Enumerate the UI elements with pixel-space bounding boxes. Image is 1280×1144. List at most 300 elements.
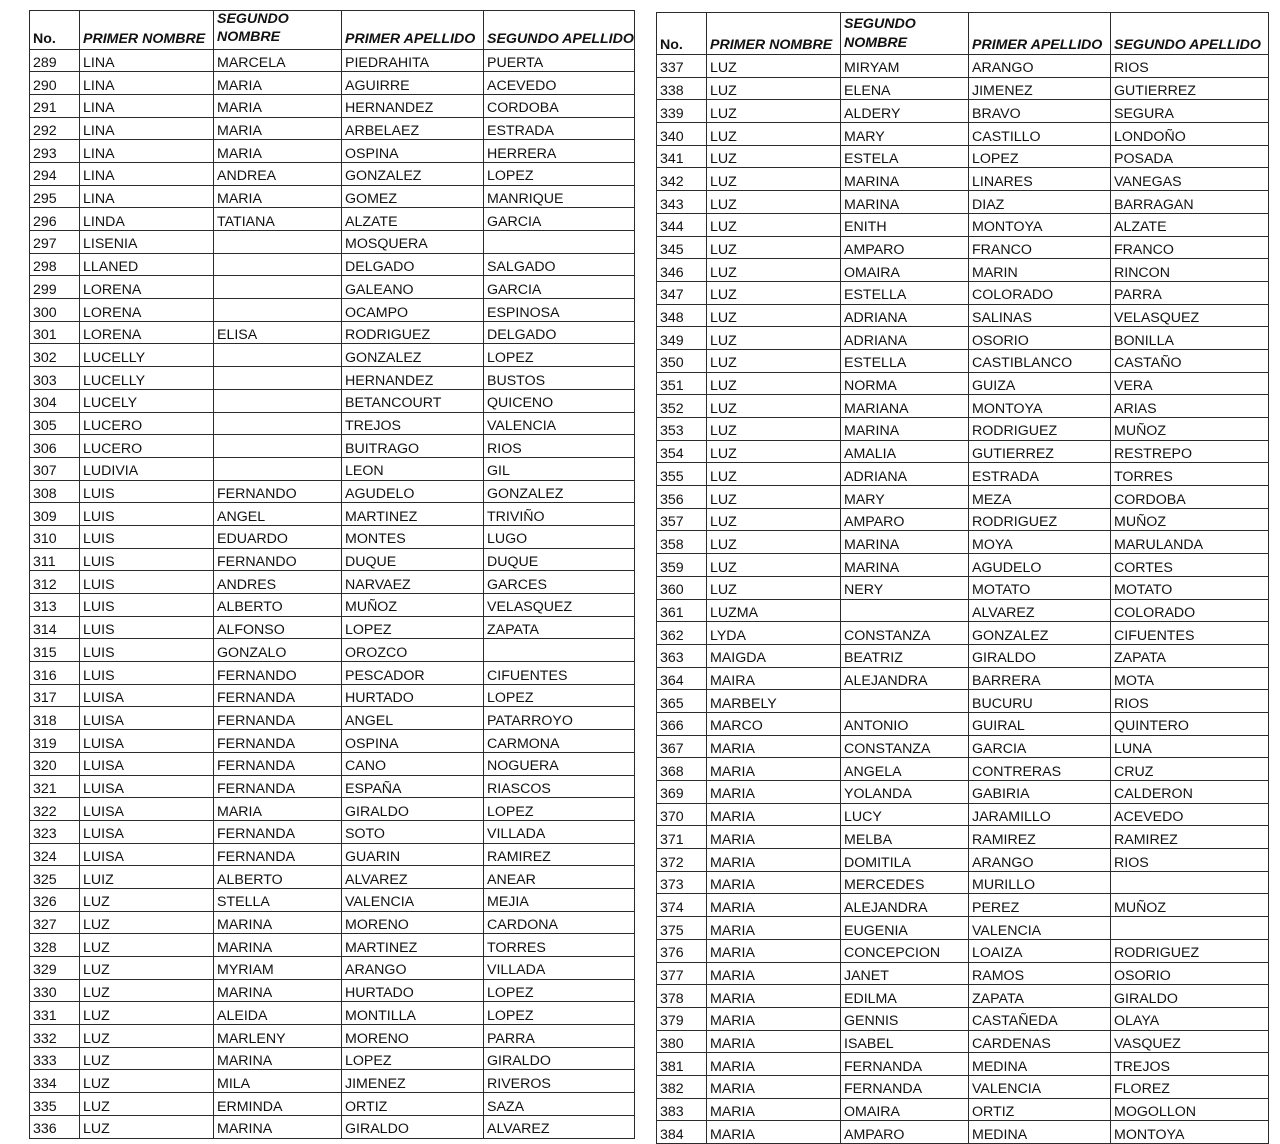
cell-segundo-apellido: RIVEROS [484,1070,635,1093]
cell-segundo-apellido: CIFUENTES [1111,622,1269,645]
cell-primer-apellido: BARRERA [969,667,1111,690]
table-row [657,962,1269,985]
cell-no: 348 [657,304,707,327]
cell-segundo-apellido: PUERTA [484,49,635,72]
cell-primer-nombre: LUZ [707,236,841,259]
table-row [657,917,1269,940]
table-body [657,55,1269,1144]
cell-segundo-nombre: FERNANDO [214,662,342,685]
cell-primer-apellido: MEDINA [969,1121,1111,1144]
cell-primer-nombre: LISENIA [80,231,214,254]
cell-no: 374 [657,894,707,917]
cell-segundo-nombre: MELBA [841,826,969,849]
cell-segundo-nombre: JANET [841,962,969,985]
table-row [30,344,635,367]
cell-segundo-nombre: ALDERY [841,100,969,123]
cell-segundo-apellido: MEJIA [484,888,635,911]
cell-segundo-nombre: CONSTANZA [841,735,969,758]
cell-no: 311 [30,548,80,571]
cell-segundo-apellido: LUGO [484,525,635,548]
cell-segundo-apellido: CIFUENTES [484,662,635,685]
cell-primer-nombre: LUIS [80,571,214,594]
cell-primer-nombre: LINDA [80,208,214,231]
cell-segundo-apellido: ALZATE [1111,213,1269,236]
cell-segundo-apellido: MARULANDA [1111,531,1269,554]
cell-segundo-apellido: ALVAREZ [484,1115,635,1138]
table-row [30,94,635,117]
cell-no: 294 [30,162,80,185]
cell-segundo-apellido: ZAPATA [484,616,635,639]
cell-segundo-apellido [484,639,635,662]
table-row [30,253,635,276]
cell-segundo-apellido: TORRES [1111,463,1269,486]
cell-segundo-nombre: ADRIANA [841,463,969,486]
cell-no: 293 [30,140,80,163]
table-row [657,77,1269,100]
cell-segundo-nombre: ADRIANA [841,327,969,350]
cell-no: 333 [30,1047,80,1070]
cell-segundo-nombre [841,690,969,713]
cell-no: 377 [657,962,707,985]
cell-segundo-apellido: MANRIQUE [484,185,635,208]
cell-primer-apellido: SOTO [342,820,484,843]
table-row [657,191,1269,214]
cell-no: 369 [657,781,707,804]
table-row [657,281,1269,304]
cell-primer-nombre: LUZ [80,934,214,957]
cell-no: 341 [657,145,707,168]
table-row [657,1121,1269,1144]
header-no: No. [657,13,707,55]
cell-segundo-apellido: LOPEZ [484,798,635,821]
cell-segundo-apellido: CARMONA [484,730,635,753]
cell-primer-nombre: LINA [80,117,214,140]
cell-no: 383 [657,1098,707,1121]
cell-segundo-nombre: FERNANDA [214,775,342,798]
cell-primer-apellido: HERNANDEZ [342,367,484,390]
cell-primer-nombre: LUISA [80,775,214,798]
cell-primer-nombre: LYDA [707,622,841,645]
table-row [657,1030,1269,1053]
cell-no: 304 [30,389,80,412]
table-row [30,934,635,957]
cell-primer-nombre: LUZ [707,304,841,327]
cell-primer-nombre: LUZ [707,168,841,191]
cell-segundo-apellido: ANEAR [484,866,635,889]
cell-segundo-nombre: MARINA [214,911,342,934]
cell-primer-nombre: LINA [80,185,214,208]
cell-segundo-apellido: ESTRADA [484,117,635,140]
cell-segundo-nombre: GENNIS [841,1007,969,1030]
cell-no: 344 [657,213,707,236]
cell-segundo-apellido: SEGURA [1111,100,1269,123]
cell-primer-apellido: LOPEZ [969,145,1111,168]
cell-no: 346 [657,259,707,282]
cell-segundo-apellido: SALGADO [484,253,635,276]
cell-primer-apellido: MONTILLA [342,1002,484,1025]
cell-no: 329 [30,957,80,980]
table-row [30,707,635,730]
cell-primer-apellido: GUARIN [342,843,484,866]
cell-primer-apellido: NARVAEZ [342,571,484,594]
cell-no: 325 [30,866,80,889]
table-row [657,781,1269,804]
cell-primer-nombre: MARIA [707,849,841,872]
cell-primer-apellido: AGUDELO [342,480,484,503]
cell-no: 358 [657,531,707,554]
cell-no: 312 [30,571,80,594]
cell-primer-nombre: LUIS [80,480,214,503]
table-row [657,758,1269,781]
cell-no: 339 [657,100,707,123]
cell-primer-apellido: ARANGO [969,55,1111,78]
cell-primer-apellido: LINARES [969,168,1111,191]
cell-primer-apellido: ESTRADA [969,463,1111,486]
cell-primer-nombre: MARIA [707,985,841,1008]
cell-primer-apellido: OSPINA [342,140,484,163]
table-row [30,571,635,594]
cell-primer-nombre: LORENA [80,321,214,344]
cell-no: 289 [30,49,80,72]
table-row [657,100,1269,123]
cell-no: 309 [30,503,80,526]
cell-no: 319 [30,730,80,753]
cell-segundo-apellido: FRANCO [1111,236,1269,259]
table-row [657,55,1269,78]
cell-segundo-nombre: AMALIA [841,440,969,463]
cell-primer-apellido: BUCURU [969,690,1111,713]
cell-segundo-apellido: LOPEZ [484,162,635,185]
cell-no: 365 [657,690,707,713]
cell-no: 373 [657,871,707,894]
cell-no: 292 [30,117,80,140]
cell-primer-apellido: ANGEL [342,707,484,730]
cell-primer-apellido: GONZALEZ [969,622,1111,645]
cell-primer-nombre: LUZ [80,1047,214,1070]
cell-segundo-apellido: VILLADA [484,820,635,843]
cell-segundo-nombre: ALBERTO [214,866,342,889]
cell-segundo-nombre: ALEIDA [214,1002,342,1025]
cell-no: 332 [30,1025,80,1048]
cell-primer-apellido: CARDENAS [969,1030,1111,1053]
cell-segundo-apellido: TORRES [484,934,635,957]
cell-primer-nombre: LUISA [80,730,214,753]
table-row [30,185,635,208]
cell-segundo-nombre: FERNANDA [214,820,342,843]
cell-primer-nombre: LORENA [80,299,214,322]
table-row [657,871,1269,894]
cell-primer-nombre: MARIA [707,758,841,781]
table-row [30,1115,635,1138]
cell-no: 354 [657,440,707,463]
table-row [657,894,1269,917]
cell-segundo-apellido: ACEVEDO [1111,803,1269,826]
cell-primer-apellido: GUTIERREZ [969,440,1111,463]
cell-segundo-nombre: TATIANA [214,208,342,231]
cell-primer-nombre: LUISA [80,820,214,843]
cell-primer-nombre: LUZ [707,576,841,599]
cell-primer-nombre: LUZ [707,123,841,146]
cell-no: 328 [30,934,80,957]
cell-primer-nombre: MARIA [707,1098,841,1121]
table-row [30,1002,635,1025]
cell-primer-nombre: LUZ [80,1115,214,1138]
cell-segundo-nombre [214,276,342,299]
cell-primer-apellido: ALVAREZ [342,866,484,889]
cell-segundo-nombre: ANGELA [841,758,969,781]
cell-primer-apellido: GIRALDO [969,644,1111,667]
table-row [657,327,1269,350]
cell-primer-nombre: LINA [80,72,214,95]
cell-no: 335 [30,1093,80,1116]
cell-primer-nombre: LUIS [80,594,214,617]
cell-primer-apellido: MARTINEZ [342,503,484,526]
cell-primer-nombre: MARBELY [707,690,841,713]
cell-primer-apellido: MOYA [969,531,1111,554]
cell-primer-apellido: GUIZA [969,372,1111,395]
table-row [657,1007,1269,1030]
cell-segundo-apellido: RIOS [1111,690,1269,713]
cell-primer-apellido: ORTIZ [342,1093,484,1116]
cell-segundo-nombre: AMPARO [841,508,969,531]
cell-primer-apellido: ALVAREZ [969,599,1111,622]
cell-primer-apellido: ESPAÑA [342,775,484,798]
cell-primer-nombre: LUZ [707,55,841,78]
cell-no: 337 [657,55,707,78]
cell-primer-nombre: LUZ [707,372,841,395]
table-row [30,435,635,458]
cell-segundo-nombre: EDILMA [841,985,969,1008]
cell-segundo-apellido: CORTES [1111,554,1269,577]
table-row [657,145,1269,168]
cell-primer-apellido: OSORIO [969,327,1111,350]
cell-segundo-nombre: MARLENY [214,1025,342,1048]
cell-segundo-nombre: FERNANDA [214,684,342,707]
cell-segundo-nombre: MARIA [214,798,342,821]
cell-primer-apellido: LEON [342,457,484,480]
cell-primer-apellido: GIRALDO [342,1115,484,1138]
cell-no: 368 [657,758,707,781]
cell-segundo-nombre: MIRYAM [841,55,969,78]
cell-no: 367 [657,735,707,758]
cell-segundo-apellido: ACEVEDO [484,72,635,95]
header-segundo-apellido: SEGUNDO APELLIDO [484,11,635,50]
table-row [30,389,635,412]
cell-no: 362 [657,622,707,645]
cell-primer-nombre: LUIS [80,639,214,662]
cell-primer-apellido: AGUIRRE [342,72,484,95]
table-row [657,123,1269,146]
cell-segundo-apellido: QUINTERO [1111,712,1269,735]
cell-segundo-apellido: MUÑOZ [1111,418,1269,441]
table-row [30,457,635,480]
cell-no: 324 [30,843,80,866]
cell-no: 295 [30,185,80,208]
cell-primer-apellido: ALZATE [342,208,484,231]
cell-segundo-apellido: BARRAGAN [1111,191,1269,214]
cell-primer-nombre: MAIRA [707,667,841,690]
header-segundo-apellido: SEGUNDO APELLIDO [1111,13,1269,55]
cell-no: 298 [30,253,80,276]
table-row [657,418,1269,441]
cell-primer-nombre: LUZ [707,145,841,168]
cell-no: 321 [30,775,80,798]
table-row [657,304,1269,327]
cell-segundo-apellido: CRUZ [1111,758,1269,781]
cell-segundo-nombre: ESTELLA [841,349,969,372]
cell-segundo-nombre: ESTELA [841,145,969,168]
cell-primer-apellido: MORENO [342,1025,484,1048]
cell-segundo-apellido: CARDONA [484,911,635,934]
cell-primer-nombre: MARIA [707,1121,841,1144]
cell-no: 314 [30,616,80,639]
table-row [30,412,635,435]
cell-segundo-apellido: ZAPATA [1111,644,1269,667]
cell-primer-nombre: MARIA [707,1030,841,1053]
cell-no: 330 [30,979,80,1002]
cell-primer-apellido: LOPEZ [342,1047,484,1070]
cell-segundo-apellido: VASQUEZ [1111,1030,1269,1053]
table-row [30,548,635,571]
cell-primer-apellido: PEREZ [969,894,1111,917]
header-primer-nombre: PRIMER NOMBRE [707,13,841,55]
cell-primer-nombre: LINA [80,49,214,72]
cell-primer-nombre: MARIA [707,1053,841,1076]
cell-primer-nombre: LUCELLY [80,344,214,367]
cell-segundo-apellido: GONZALEZ [484,480,635,503]
cell-segundo-apellido: MOGOLLON [1111,1098,1269,1121]
cell-no: 340 [657,123,707,146]
cell-segundo-nombre: ESTELLA [841,281,969,304]
cell-segundo-apellido: ARIAS [1111,395,1269,418]
table-row [657,1075,1269,1098]
cell-primer-nombre: LUZ [80,1025,214,1048]
cell-no: 331 [30,1002,80,1025]
cell-no: 322 [30,798,80,821]
cell-primer-nombre: LUZ [80,1070,214,1093]
cell-primer-nombre: MARIA [707,826,841,849]
cell-primer-apellido: AGUDELO [969,554,1111,577]
cell-primer-nombre: LUDIVIA [80,457,214,480]
cell-primer-apellido: GIRALDO [342,798,484,821]
table-row [30,662,635,685]
table-row [30,594,635,617]
cell-segundo-nombre [214,344,342,367]
cell-primer-apellido: ARANGO [969,849,1111,872]
table-row [30,866,635,889]
cell-segundo-apellido: RIOS [484,435,635,458]
cell-primer-nombre: LUZ [707,463,841,486]
cell-primer-nombre: LUZ [707,259,841,282]
cell-segundo-nombre: FERNANDA [841,1075,969,1098]
cell-primer-apellido: MOSQUERA [342,231,484,254]
table-row [30,480,635,503]
cell-primer-nombre: LUISA [80,684,214,707]
cell-segundo-nombre [214,435,342,458]
table-row [30,525,635,548]
cell-segundo-apellido: LOPEZ [484,344,635,367]
table-row [657,849,1269,872]
cell-segundo-apellido: ESPINOSA [484,299,635,322]
table-row [657,826,1269,849]
cell-primer-nombre: LUZ [80,911,214,934]
cell-segundo-apellido: CORDOBA [1111,486,1269,509]
cell-primer-apellido: ORTIZ [969,1098,1111,1121]
cell-segundo-nombre [214,253,342,276]
cell-primer-apellido: OSPINA [342,730,484,753]
cell-primer-nombre: LLANED [80,253,214,276]
cell-primer-apellido: LOPEZ [342,616,484,639]
cell-segundo-nombre: CONSTANZA [841,622,969,645]
cell-segundo-apellido: VANEGAS [1111,168,1269,191]
cell-primer-apellido: COLORADO [969,281,1111,304]
cell-segundo-apellido: PARRA [484,1025,635,1048]
cell-no: 343 [657,191,707,214]
cell-segundo-apellido: LOPEZ [484,979,635,1002]
cell-segundo-apellido: BONILLA [1111,327,1269,350]
cell-no: 379 [657,1007,707,1030]
table-header [657,13,1269,55]
table-row [657,372,1269,395]
table-row [30,775,635,798]
cell-primer-nombre: LUISA [80,752,214,775]
cell-primer-apellido: VALENCIA [969,917,1111,940]
cell-no: 381 [657,1053,707,1076]
cell-no: 371 [657,826,707,849]
cell-primer-apellido: CASTAÑEDA [969,1007,1111,1030]
table-row [30,684,635,707]
cell-primer-nombre: LUISA [80,798,214,821]
cell-primer-apellido: RODRIGUEZ [969,418,1111,441]
cell-segundo-apellido: GIRALDO [484,1047,635,1070]
cell-primer-nombre: MARIA [707,917,841,940]
cell-primer-nombre: MARIA [707,803,841,826]
table-row [30,820,635,843]
table-row [30,503,635,526]
cell-segundo-apellido: POSADA [1111,145,1269,168]
cell-primer-apellido: HURTADO [342,684,484,707]
cell-segundo-nombre: ANTONIO [841,712,969,735]
table-row [30,639,635,662]
cell-segundo-nombre: MARIA [214,72,342,95]
cell-segundo-nombre: STELLA [214,888,342,911]
cell-no: 378 [657,985,707,1008]
cell-primer-nombre: LUZ [80,957,214,980]
cell-primer-nombre: LUIZ [80,866,214,889]
table-row [30,957,635,980]
cell-segundo-nombre: MARINA [214,979,342,1002]
table-row [30,162,635,185]
cell-segundo-apellido: GUTIERREZ [1111,77,1269,100]
table-row [657,440,1269,463]
cell-segundo-nombre: NERY [841,576,969,599]
cell-segundo-nombre: ISABEL [841,1030,969,1053]
cell-no: 296 [30,208,80,231]
cell-segundo-nombre: ALBERTO [214,594,342,617]
cell-segundo-nombre: FERNANDA [214,843,342,866]
cell-primer-apellido: MORENO [342,911,484,934]
cell-segundo-apellido: OLAYA [1111,1007,1269,1030]
cell-no: 315 [30,639,80,662]
cell-primer-nombre: LUZ [707,486,841,509]
cell-no: 350 [657,349,707,372]
cell-segundo-nombre: ENITH [841,213,969,236]
table-row [30,1093,635,1116]
table-row [30,1047,635,1070]
table-body [30,49,635,1138]
cell-segundo-nombre: ANGEL [214,503,342,526]
cell-primer-apellido: MURILLO [969,871,1111,894]
